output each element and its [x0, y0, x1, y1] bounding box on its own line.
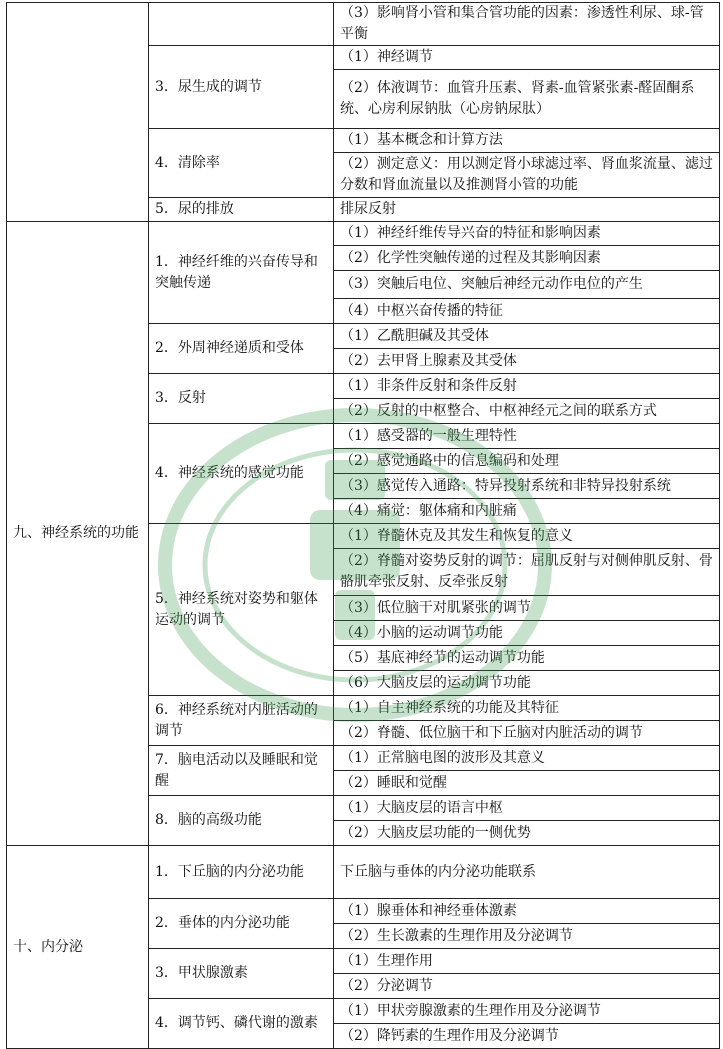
chapter-title: 九、神经系统的功能: [7, 222, 149, 846]
item-cell: （2）体液调节：血管升压素、肾素-血管紧张素-醛固酮系统、心房利尿钠肽（心房钠尿肽）: [334, 70, 720, 129]
section-title: 3．尿生成的调节: [149, 46, 334, 129]
item-cell: （2）生长激素的生理作用及分泌调节: [334, 924, 720, 949]
section-title: 5．尿的排放: [149, 198, 334, 222]
item-cell: （1）感受器的一般生理特性: [334, 424, 720, 449]
item-cell: （3）低位脑干对肌紧张的调节: [334, 596, 720, 621]
table-row: [7, 222, 720, 246]
section-title: 6．神经系统对内脏活动的调节: [149, 696, 334, 746]
item-cell: （1）自主神经系统的功能及其特征: [334, 696, 720, 721]
section-cell-continued: [149, 3, 334, 46]
item-cell: （2）大脑皮层功能的一侧优势: [334, 821, 720, 846]
item-cell: （2）脊髓、低位脑干和下丘脑对内脏活动的调节: [334, 721, 720, 746]
item-cell: （1）生理作用: [334, 949, 720, 974]
item-cell: （1）乙酰胆碱及其受体: [334, 324, 720, 349]
item-cell: （2）分泌调节: [334, 974, 720, 999]
item-cell: （3）突触后电位、突触后神经元动作电位的产生: [334, 271, 720, 299]
item-cell: （3）影响肾小管和集合管功能的因素：渗透性利尿、球-管平衡: [334, 3, 720, 46]
item-cell: （1）非条件反射和条件反射: [334, 374, 720, 399]
item-cell: （1）神经调节: [334, 46, 720, 70]
item-cell: （4）中枢兴奋传播的特征: [334, 299, 720, 324]
item-cell: （1）神经纤维传导兴奋的特征和影响因素: [334, 222, 720, 246]
section-title: 1．下丘脑的内分泌功能: [149, 846, 334, 899]
section-title: 2．垂体的内分泌功能: [149, 899, 334, 949]
syllabus-table: [6, 2, 720, 1049]
item-cell: （1）脊髓休克及其发生和恢复的意义: [334, 524, 720, 549]
item-cell: （4）痛觉：躯体痛和内脏痛: [334, 499, 720, 524]
section-title: 7．脑电活动以及睡眠和觉醒: [149, 746, 334, 796]
item-cell: （4）小脑的运动调节功能: [334, 621, 720, 646]
item-cell: （1）正常脑电图的波形及其意义: [334, 746, 720, 771]
section-title: 5．神经系统对姿势和躯体运动的调节: [149, 524, 334, 696]
item-cell: （2）降钙素的生理作用及分泌调节: [334, 1024, 720, 1049]
item-cell: （2）感觉通路中的信息编码和处理: [334, 449, 720, 474]
section-title: 4．神经系统的感觉功能: [149, 424, 334, 524]
section-title: 1．神经纤维的兴奋传导和突触传递: [149, 222, 334, 324]
item-cell: （3）感觉传入通路：特异投射系统和非特异投射系统: [334, 474, 720, 499]
item-cell: （6）大脑皮层的运动调节功能: [334, 671, 720, 696]
table-row: [7, 3, 720, 46]
section-title: 3．甲状腺激素: [149, 949, 334, 999]
item-cell: 下丘脑与垂体的内分泌功能联系: [334, 846, 720, 899]
chapter-title: 十、内分泌: [7, 846, 149, 1049]
item-cell: （2）测定意义：用以测定肾小球滤过率、肾血浆流量、滤过分数和肾血流量以及推测肾小管的功能: [334, 153, 720, 198]
item-cell: （1）甲状旁腺激素的生理作用及分泌调节: [334, 999, 720, 1024]
section-title: 8．脑的高级功能: [149, 796, 334, 846]
item-cell: （2）化学性突触传递的过程及其影响因素: [334, 246, 720, 271]
section-title: 4．调节钙、磷代谢的激素: [149, 999, 334, 1049]
item-cell: （2）去甲肾上腺素及其受体: [334, 349, 720, 374]
item-cell: （2）反射的中枢整合、中枢神经元之间的联系方式: [334, 399, 720, 424]
table-row: [7, 846, 720, 899]
section-title: 3．反射: [149, 374, 334, 424]
item-cell: （1）腺垂体和神经垂体激素: [334, 899, 720, 924]
item-cell: （2）脊髓对姿势反射的调节：屈肌反射与对侧伸肌反射、骨骼肌牵张反射、反牵张反射: [334, 549, 720, 596]
section-title: 4．清除率: [149, 129, 334, 198]
item-cell: （5）基底神经节的运动调节功能: [334, 646, 720, 671]
item-cell: 排尿反射: [334, 198, 720, 222]
item-cell: （1）基本概念和计算方法: [334, 129, 720, 153]
section-title: 2．外周神经递质和受体: [149, 324, 334, 374]
item-cell: （2）睡眠和觉醒: [334, 771, 720, 796]
chapter-cell-continued: [7, 3, 149, 222]
item-cell: （1）大脑皮层的语言中枢: [334, 796, 720, 821]
